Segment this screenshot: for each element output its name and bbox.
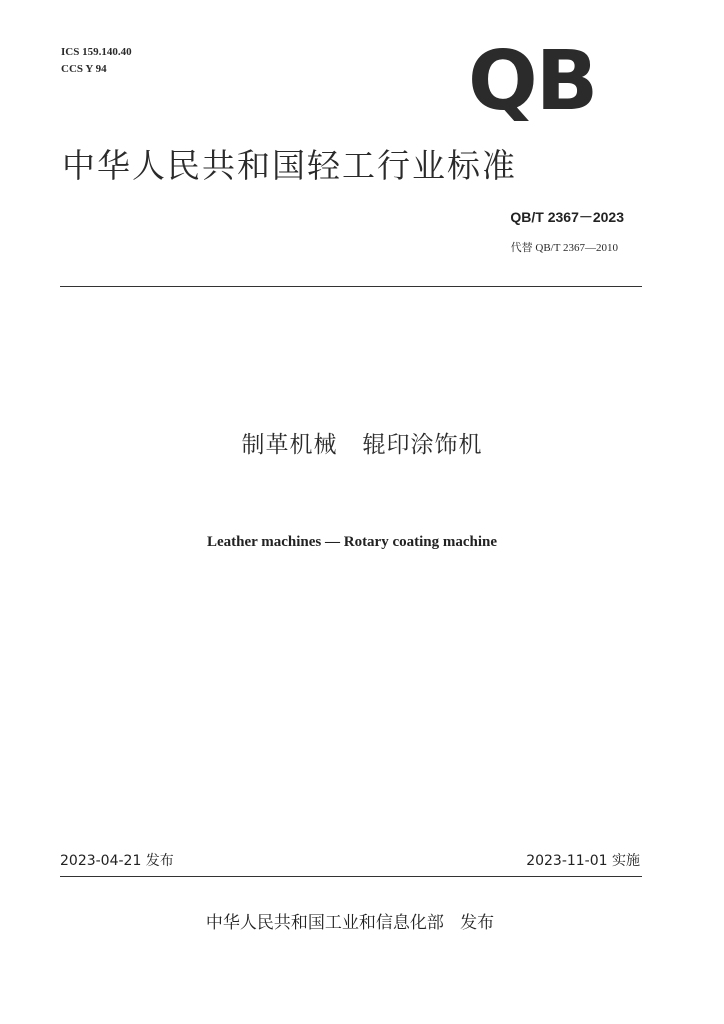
ics-code: ICS 159.140.40	[61, 46, 132, 58]
document-title-english: Leather machines — Rotary coating machine	[206, 534, 498, 550]
implementation-date: 2023-11-01 实施	[526, 853, 640, 869]
standard-category-title: 中华人民共和国轻工行业标准	[62, 146, 517, 185]
standard-number: QB/T 2367－2023	[510, 209, 624, 225]
document-title-chinese: 制革机械 辊印涂饰机	[241, 432, 483, 458]
bottom-divider	[60, 876, 642, 877]
classification-block	[61, 44, 132, 78]
ccs-code: CCS Y 94	[61, 63, 107, 75]
issue-date: 2023-04-21 发布	[60, 853, 174, 869]
qb-logo: QB	[468, 34, 597, 129]
publisher: 中华人民共和国工业和信息化部 发布	[205, 913, 495, 933]
top-divider	[60, 286, 642, 287]
replaces-standard: 代替 QB/T 2367—2010	[510, 242, 618, 254]
